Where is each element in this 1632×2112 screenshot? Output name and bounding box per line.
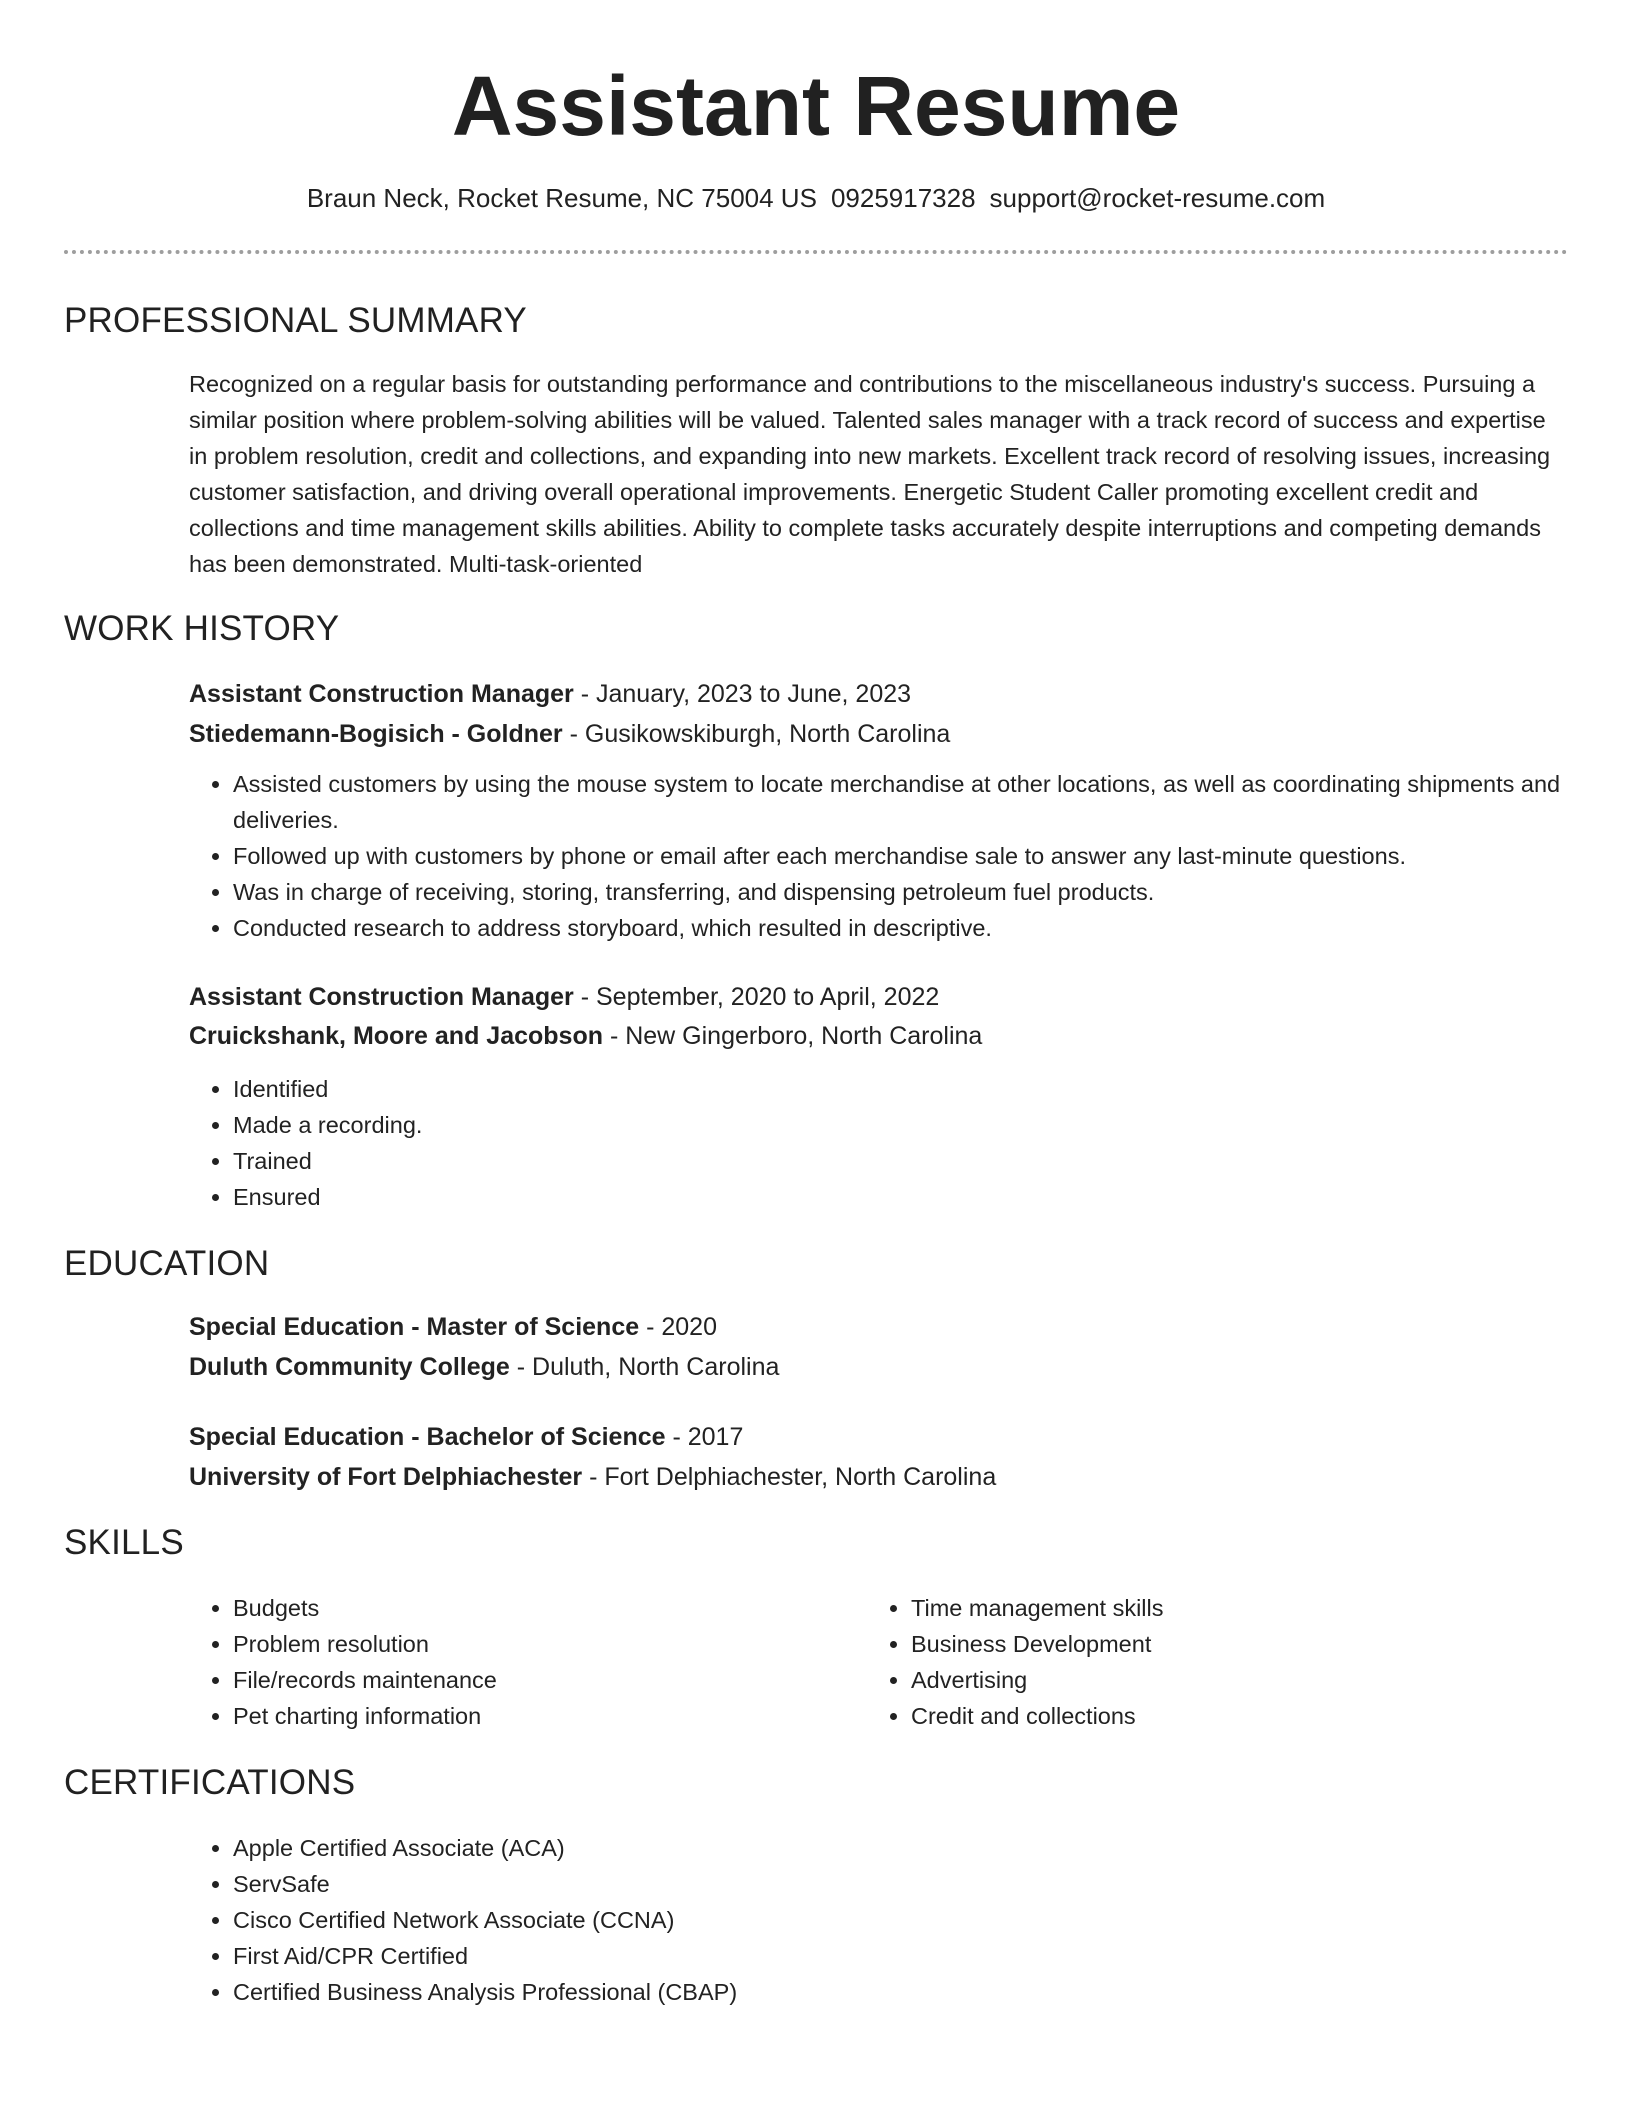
education-year: - 2017 (665, 1423, 744, 1451)
skill-item: • Credit and collections (911, 1698, 1632, 1734)
list-item: • Made a recording. (233, 1107, 1593, 1143)
education-2-degree-line (189, 1417, 1569, 1457)
job-2-company-line (189, 1016, 1569, 1056)
skills-list-right (867, 1590, 1632, 1734)
skill-item: • File/records maintenance (233, 1662, 1593, 1698)
contact-address: Braun Neck, Rocket Resume, NC 75004 US (306, 183, 817, 213)
skill-item: • Business Development (911, 1626, 1632, 1662)
header-divider (64, 250, 1568, 254)
section-title-education: EDUCATION (64, 1244, 270, 1283)
certification-item: • First Aid/CPR Certified (233, 1938, 1593, 1974)
skill-item: • Budgets (233, 1590, 1593, 1626)
job-2-title-line (189, 977, 1569, 1017)
education-1-school-line (189, 1347, 1569, 1387)
certification-item: • ServSafe (233, 1866, 1593, 1902)
education-location: - Duluth, North Carolina (509, 1353, 780, 1381)
list-item: • Was in charge of receiving, storing, transferring, and dispensing petroleum fuel products. (233, 874, 1593, 910)
list-item: • Conducted research to address storyboard, which resulted in descriptive. (233, 910, 1593, 946)
job-location: - Gusikowskiburgh, North Carolina (562, 720, 951, 748)
job-company: Cruickshank, Moore and Jacobson (189, 1022, 603, 1050)
section-title-skills: SKILLS (64, 1523, 184, 1562)
contact-phone: 0925917328 (830, 183, 976, 213)
job-2-bullets (189, 1071, 1593, 1215)
education-school: Duluth Community College (189, 1353, 510, 1381)
section-title-work-history: WORK HISTORY (64, 609, 340, 648)
job-location: - New Gingerboro, North Carolina (603, 1022, 983, 1050)
education-degree: Special Education - Bachelor of Science (189, 1423, 666, 1451)
education-degree: Special Education - Master of Science (189, 1313, 640, 1341)
job-title: Assistant Construction Manager (189, 983, 574, 1011)
certifications-list (189, 1830, 1593, 2010)
contact-line (0, 180, 1632, 216)
job-dates: - January, 2023 to June, 2023 (573, 680, 912, 708)
job-company: Stiedemann-Bogisich - Goldner (189, 720, 563, 748)
resume-title: Assistant Resume (451, 59, 1181, 153)
skill-item: • Problem resolution (233, 1626, 1593, 1662)
education-2-school-line (189, 1457, 1569, 1497)
certification-item: • Certified Business Analysis Professional (CBAP) (233, 1974, 1593, 2010)
list-item: • Trained (233, 1143, 1593, 1179)
list-item: • Identified (233, 1071, 1593, 1107)
list-item: • Followed up with customers by phone or email after each merchandise sale to answer any last-minute questions. (233, 838, 1593, 874)
skill-item: • Advertising (911, 1662, 1632, 1698)
contact-email: support@rocket-resume.com (989, 183, 1326, 213)
section-title-summary: PROFESSIONAL SUMMARY (64, 301, 527, 340)
certification-item: • Apple Certified Associate (ACA) (233, 1830, 1593, 1866)
skill-item: • Pet charting information (233, 1698, 1593, 1734)
job-1-title-line (189, 674, 1569, 714)
certification-item: • Cisco Certified Network Associate (CCNA) (233, 1902, 1593, 1938)
job-dates: - September, 2020 to April, 2022 (573, 983, 940, 1011)
job-1-company-line (189, 714, 1569, 754)
summary-text: Recognized on a regular basis for outstanding performance and contributions to the miscellaneous industry's success. Pursuing a similar position where problem-solving abilities will be valued. Talented sales manager with a track record of success and expertise in problem resolution, credit and collections, and expanding into new markets. Excellent track record of resolving issues, increasing customer satisfaction, and driving overall operational improvements. Energetic Student Caller promoting excellent credit and collections and time management skills abilities. Ability to complete tasks accurately despite interruptions and competing demands has been demonstrated. Multi-task-oriented (189, 371, 1551, 577)
skill-item: • Time management skills (911, 1590, 1632, 1626)
education-school: University of Fort Delphiachester (189, 1463, 583, 1491)
job-1-bullets (189, 766, 1593, 946)
section-title-certifications: CERTIFICATIONS (64, 1763, 356, 1802)
education-location: - Fort Delphiachester, North Carolina (582, 1463, 997, 1491)
list-item: • Assisted customers by using the mouse system to locate merchandise at other locations, as well as coordinating shipments and deliveries. (233, 766, 1593, 838)
job-title: Assistant Construction Manager (189, 680, 574, 708)
education-1-degree-line (189, 1307, 1569, 1347)
education-year: - 2020 (639, 1313, 717, 1341)
list-item: • Ensured (233, 1179, 1593, 1215)
